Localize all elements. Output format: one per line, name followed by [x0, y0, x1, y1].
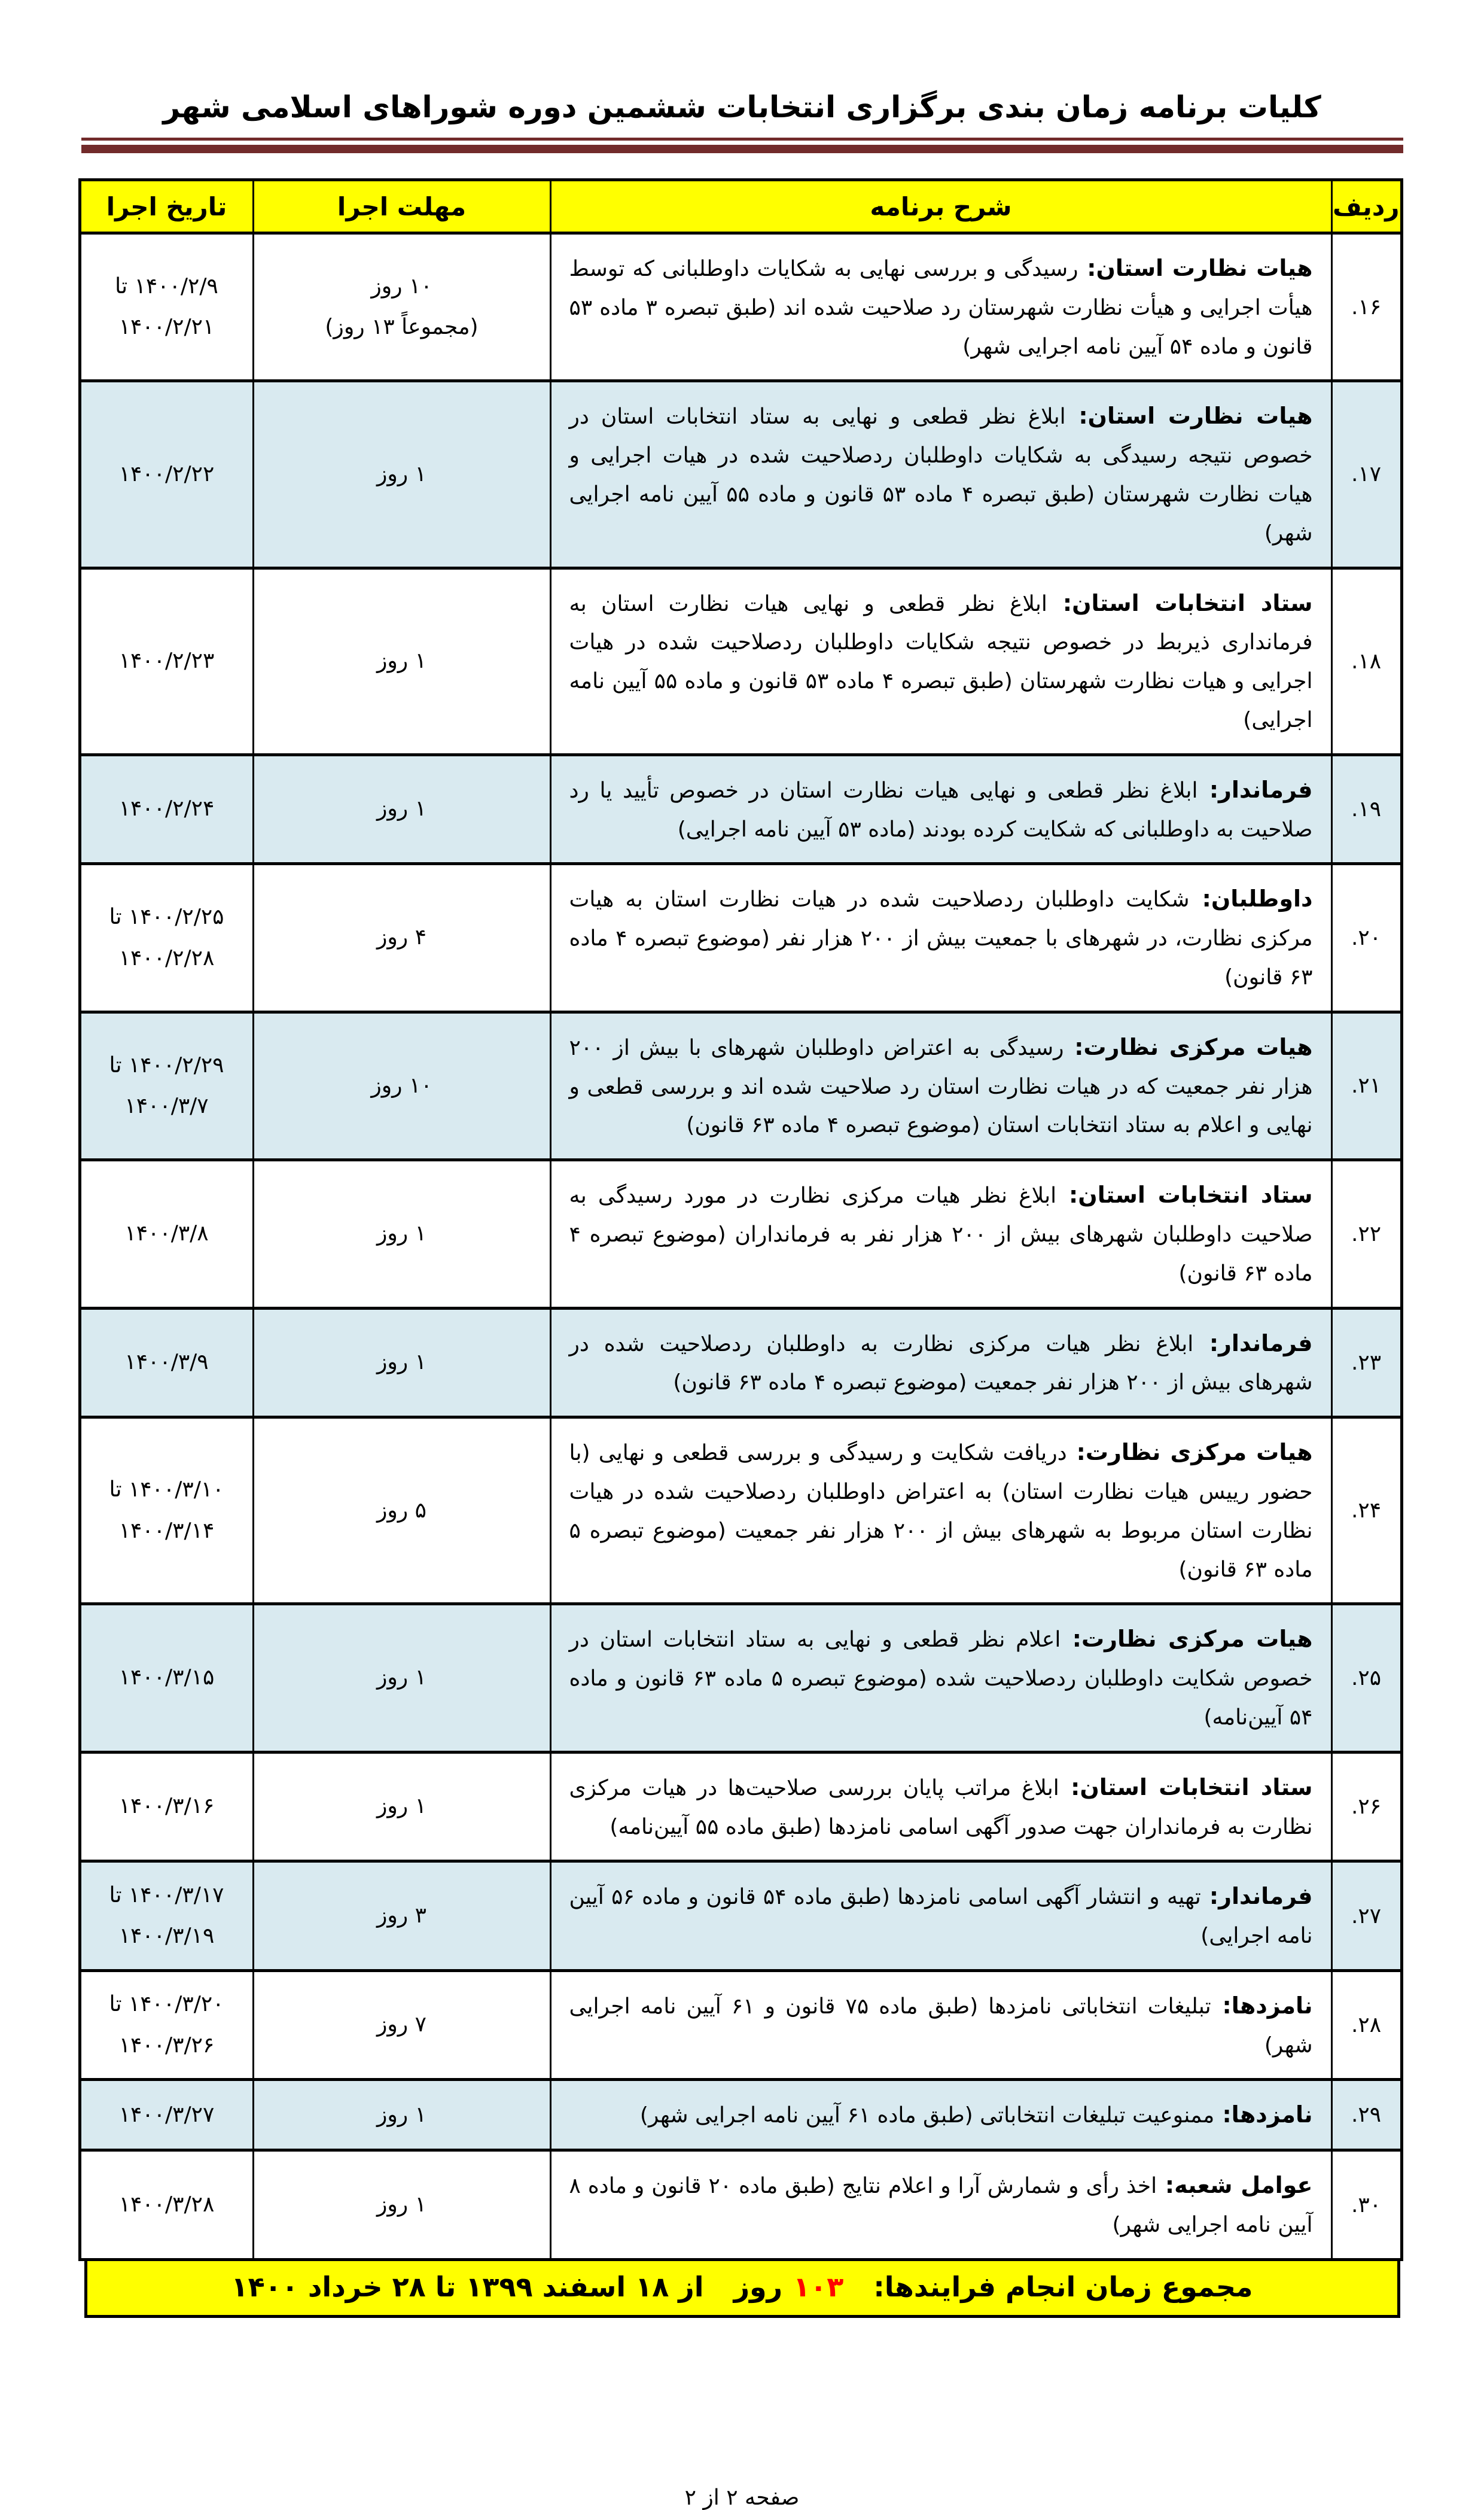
description-cell: نامزدها: ممنوعیت تبلیغات انتخاباتی (طبق ماده ۶۱ آیین نامه اجرایی شهر) [550, 2080, 1331, 2150]
table-row [80, 1160, 1401, 1308]
deadline-line: ۱۰ روز [371, 1073, 432, 1098]
date-line: ۱۴۰۰/۳/۸ [124, 1221, 209, 1246]
description-cell: داوطلبان: شکایت داوطلبان ردصلاحیت شده در هیات نظارت استان به هیات مرکزی نظارت، در شهرهای با جمعیت بیش از ۲۰۰ هزار نفر (موضوع تبصره ۴ ماده ۶۳ قانون) [550, 864, 1331, 1012]
deadline-cell [253, 1012, 550, 1160]
deadline-cell [253, 2080, 550, 2150]
title-rule-gap [81, 141, 1403, 145]
date-line: ۱۴۰۰/۲/۲۳ [118, 648, 215, 673]
deadline-cell [253, 1604, 550, 1752]
deadline-cell [253, 1752, 550, 1861]
row-number-cell: ۲۰. [1331, 864, 1401, 1012]
table-row [80, 233, 1401, 381]
date-cell [80, 233, 253, 381]
description-actor: ستاد انتخابات استان: [1056, 1182, 1313, 1209]
description-actor: نامزدها: [1214, 2101, 1313, 2128]
table-row [80, 568, 1401, 754]
header-row-no: ردیف [1331, 180, 1401, 233]
date-line: ۱۴۰۰/۲/۲۱ [118, 315, 215, 340]
row-number-cell: ۱۶. [1331, 233, 1401, 381]
deadline-line: ۱ روز [377, 2102, 426, 2127]
row-number-cell: ۲۷. [1331, 1861, 1401, 1971]
deadline-line: ۱ روز [377, 1794, 426, 1819]
deadline-line: (مجموعاً ۱۳ روز) [325, 315, 479, 340]
summary-days-value: ۱۰۳ [793, 2270, 844, 2303]
schedule-table [78, 178, 1403, 2261]
description-cell: هیات نظارت استان: رسیدگی و بررسی نهایی به شکایات داوطلبانی که توسط هیأت اجرایی و هیأت نظارت شهرستان رد صلاحیت شده اند (طبق تبصره ۳ ماده ۵۳ قانون و ماده ۵۴ آیین نامه اجرایی شهر) [550, 233, 1331, 381]
title-rule-thick [81, 145, 1403, 153]
row-number-cell: ۱۸. [1331, 568, 1401, 754]
date-cell [80, 1012, 253, 1160]
description-cell: نامزدها: تبلیغات انتخاباتی نامزدها (طبق ماده ۷۵ قانون و ۶۱ آیین نامه اجرایی شهر) [550, 1970, 1331, 2080]
header-date: تاریخ اجرا [80, 180, 253, 233]
description-actor: هیات نظارت استان: [1078, 255, 1313, 281]
description-cell: هیات مرکزی نظارت: دریافت شکایت و رسیدگی و بررسی قطعی و نهایی (با حضور رییس هیات نظارت استان) به اعتراض داوطلبان ردصلاحیت شده در هیات نظارت استان مربوط به شهرهای بیش از ۲۰۰ هزار نفر جمعیت (موضوع تبصره ۵ ماده ۶۳ قانون) [550, 1417, 1331, 1604]
description-actor: فرماندار: [1197, 776, 1313, 803]
date-line: ۱۴۰۰/۳/۲۸ [118, 2192, 215, 2217]
date-cell [80, 1970, 253, 2080]
description-actor: هیات مرکزی نظارت: [1061, 1626, 1313, 1653]
description-actor: فرماندار: [1200, 1883, 1313, 1910]
description-cell: ستاد انتخابات استان: ابلاغ نظر هیات مرکزی نظارت در مورد رسیدگی به صلاحیت داوطلبان شهرهای بیش از ۲۰۰ هزار نفر به فرمانداران (موضوع تبصره ۴ ماده ۶۳ قانون) [550, 1160, 1331, 1308]
description-cell: فرماندار: تهیه و انتشار آگهی اسامی نامزدها (طبق ماده ۵۴ قانون و ماده ۵۶ آیین نامه اجرایی) [550, 1861, 1331, 1971]
description-actor: داوطلبان: [1189, 886, 1313, 912]
header-deadline: مهلت اجرا [253, 180, 550, 233]
deadline-cell [253, 1417, 550, 1604]
description-cell: هیات مرکزی نظارت: رسیدگی به اعتراض داوطلبان شهرهای با بیش از ۲۰۰ هزار نفر جمعیت که در هیات نظارت استان رد صلاحیت شده اند و بررسی قطعی و نهایی و اعلام به ستاد انتخابات استان (موضوع تبصره ۴ ماده ۶۳ قانون) [550, 1012, 1331, 1160]
date-line: ۱۴۰۰/۲/۲۸ [118, 945, 215, 970]
table-row [80, 754, 1401, 864]
table-row [80, 2150, 1401, 2260]
description-actor: نامزدها: [1211, 1992, 1313, 2019]
row-number-cell: ۲۴. [1331, 1417, 1401, 1604]
table-row [80, 1308, 1401, 1417]
date-line: ۱۴۰۰/۳/۲۷ [118, 2102, 215, 2127]
date-line: ۱۴۰۰/۳/۱۰ تا [109, 1477, 224, 1502]
description-actor: هیات مرکزی نظارت: [1064, 1033, 1313, 1060]
table-row [80, 381, 1401, 568]
deadline-line: ۱ روز [377, 461, 426, 486]
table-row [80, 2080, 1401, 2150]
date-line: ۱۴۰۰/۳/۱۷ تا [109, 1882, 224, 1907]
description-cell: ستاد انتخابات استان: ابلاغ نظر قطعی و نهایی هیات نظارت استان به فرمانداری ذیربط در خصوص نتیجه شکایات داوطلبان ردصلاحیت شده در هیات اجرایی و هیات نظارت شهرستان (طبق تبصره ۴ ماده ۵۳ قانون و ماده ۵۵ آیین نامه اجرایی) [550, 568, 1331, 754]
description-cell: هیات مرکزی نظارت: اعلام نظر قطعی و نهایی به ستاد انتخابات استان در خصوص شکایت داوطلبان ردصلاحیت شده (موضوع تبصره ۵ ماده ۶۳ قانون و ماده ۵۴ آیین‌نامه) [550, 1604, 1331, 1752]
table-row [80, 1012, 1401, 1160]
deadline-cell [253, 233, 550, 381]
description-actor: ستاد انتخابات استان: [1059, 1773, 1313, 1800]
description-cell: عوامل شعبه: اخذ رأی و شمارش آرا و اعلام نتایج (طبق ماده ۲۰ قانون و ماده ۸ آیین نامه اجرایی شهر) [550, 2150, 1331, 2260]
summary-date-range: از ۱۸ اسفند ۱۳۹۹ تا ۲۸ خرداد ۱۴۰۰ [231, 2270, 704, 2303]
date-cell [80, 1861, 253, 1971]
deadline-line: ۳ روز [377, 1903, 426, 1928]
header-description: شرح برنامه [550, 180, 1331, 233]
date-line: ۱۴۰۰/۲/۲۹ تا [109, 1052, 224, 1078]
date-cell [80, 1417, 253, 1604]
table-row [80, 1604, 1401, 1752]
description-actor: عوامل شعبه: [1157, 2172, 1313, 2199]
row-number-cell: ۲۵. [1331, 1604, 1401, 1752]
date-line: ۱۴۰۰/۳/۲۶ [118, 2033, 215, 2058]
description-actor: هیات مرکزی نظارت: [1066, 1439, 1313, 1466]
deadline-cell [253, 1861, 550, 1971]
page-number: صفحه ۲ از ۲ [684, 2485, 800, 2510]
deadline-cell [253, 864, 550, 1012]
table-header-row [80, 180, 1401, 233]
deadline-line: ۱۰ روز [371, 273, 432, 299]
row-number-cell: ۲۱. [1331, 1012, 1401, 1160]
table-row [80, 1752, 1401, 1861]
deadline-line: ۱ روز [377, 796, 426, 822]
row-number-cell: ۱۹. [1331, 754, 1401, 864]
summary-label: مجموع زمان انجام فرایندها: [873, 2270, 1253, 2303]
page-title: کلیات برنامه زمان بندی برگزاری انتخابات ششمین دوره شوراهای اسلامی شهر [163, 90, 1321, 124]
row-number-cell: ۲۲. [1331, 1160, 1401, 1308]
date-cell [80, 568, 253, 754]
row-number-cell: ۱۷. [1331, 381, 1401, 568]
date-line: ۱۴۰۰/۳/۲۰ تا [109, 1992, 224, 2017]
deadline-cell [253, 1970, 550, 2080]
deadline-line: ۱ روز [377, 1221, 426, 1246]
table-row [80, 1970, 1401, 2080]
deadline-line: ۱ روز [377, 1350, 426, 1375]
date-cell [80, 2150, 253, 2260]
date-line: ۱۴۰۰/۳/۱۹ [118, 1924, 215, 1949]
date-line: ۱۴۰۰/۳/۹ [124, 1350, 209, 1375]
deadline-cell [253, 568, 550, 754]
deadline-cell [253, 381, 550, 568]
description-cell: فرماندار: ابلاغ نظر قطعی و نهایی هیات نظارت استان در خصوص تأیید یا رد صلاحیت به داوطلبانی که شکایت کرده بودند (ماده ۵۳ آیین نامه اجرایی) [550, 754, 1331, 864]
date-cell [80, 1308, 253, 1417]
deadline-line: ۱ روز [377, 1665, 426, 1690]
table-row [80, 864, 1401, 1012]
deadline-cell [253, 754, 550, 864]
date-line: ۱۴۰۰/۳/۱۴ [118, 1518, 215, 1543]
date-cell [80, 381, 253, 568]
deadline-line: ۱ روز [377, 648, 426, 673]
deadline-line: ۴ روز [377, 925, 426, 950]
deadline-line: ۷ روز [377, 2012, 426, 2037]
date-cell [80, 2080, 253, 2150]
deadline-line: ۵ روز [377, 1498, 426, 1523]
deadline-cell [253, 1308, 550, 1417]
date-cell [80, 1160, 253, 1308]
date-line: ۱۴۰۰/۲/۲۲ [118, 461, 215, 486]
description-actor: فرماندار: [1193, 1329, 1313, 1356]
date-cell [80, 1604, 253, 1752]
table-row [80, 1861, 1401, 1971]
deadline-cell [253, 2150, 550, 2260]
row-number-cell: ۲۹. [1331, 2080, 1401, 2150]
table-body [80, 233, 1401, 2260]
deadline-cell [253, 1160, 550, 1308]
date-cell [80, 864, 253, 1012]
date-line: ۱۴۰۰/۳/۷ [124, 1093, 209, 1118]
document-sheet [81, 0, 1403, 2510]
date-line: ۱۴۰۰/۲/۲۵ تا [109, 905, 224, 930]
date-cell [80, 1752, 253, 1861]
deadline-line: ۱ روز [377, 2192, 426, 2217]
description-cell: فرماندار: ابلاغ نظر هیات مرکزی نظارت به داوطلبان ردصلاحیت شده در شهرهای بیش از ۲۰۰ هزار نفر جمعیت (موضوع تبصره ۴ ماده ۶۳ قانون) [550, 1308, 1331, 1417]
description-cell: هیات نظارت استان: ابلاغ نظر قطعی و نهایی به ستاد انتخابات استان در خصوص نتیجه رسیدگی به شکایات داوطلبان ردصلاحیت شده در هیات اجرایی و هیات نظارت شهرستان (طبق تبصره ۴ ماده ۵۳ قانون و ماده ۵۵ آیین نامه اجرایی شهر) [550, 381, 1331, 568]
table-row [80, 1417, 1401, 1604]
description-cell: ستاد انتخابات استان: ابلاغ مراتب پایان بررسی صلاحیت‌ها در هیات مرکزی نظارت به فرمانداران جهت صدور آگهی اسامی نامزدها (طبق ماده ۵۵ آیین‌نامه) [550, 1752, 1331, 1861]
description-actor: هیات نظارت استان: [1065, 403, 1313, 430]
date-line: ۱۴۰۰/۲/۲۴ [118, 796, 215, 822]
date-cell [80, 754, 253, 864]
row-number-cell: ۲۸. [1331, 1970, 1401, 2080]
row-number-cell: ۳۰. [1331, 2150, 1401, 2260]
summary-band [84, 2261, 1400, 2318]
row-number-cell: ۲۳. [1331, 1308, 1401, 1417]
summary-days-unit: روز [733, 2270, 783, 2303]
date-line: ۱۴۰۰/۲/۹ تا [115, 273, 218, 299]
description-actor: ستاد انتخابات استان: [1047, 589, 1313, 616]
date-line: ۱۴۰۰/۳/۱۵ [118, 1665, 215, 1690]
date-line: ۱۴۰۰/۳/۱۶ [118, 1794, 215, 1819]
row-number-cell: ۲۶. [1331, 1752, 1401, 1861]
